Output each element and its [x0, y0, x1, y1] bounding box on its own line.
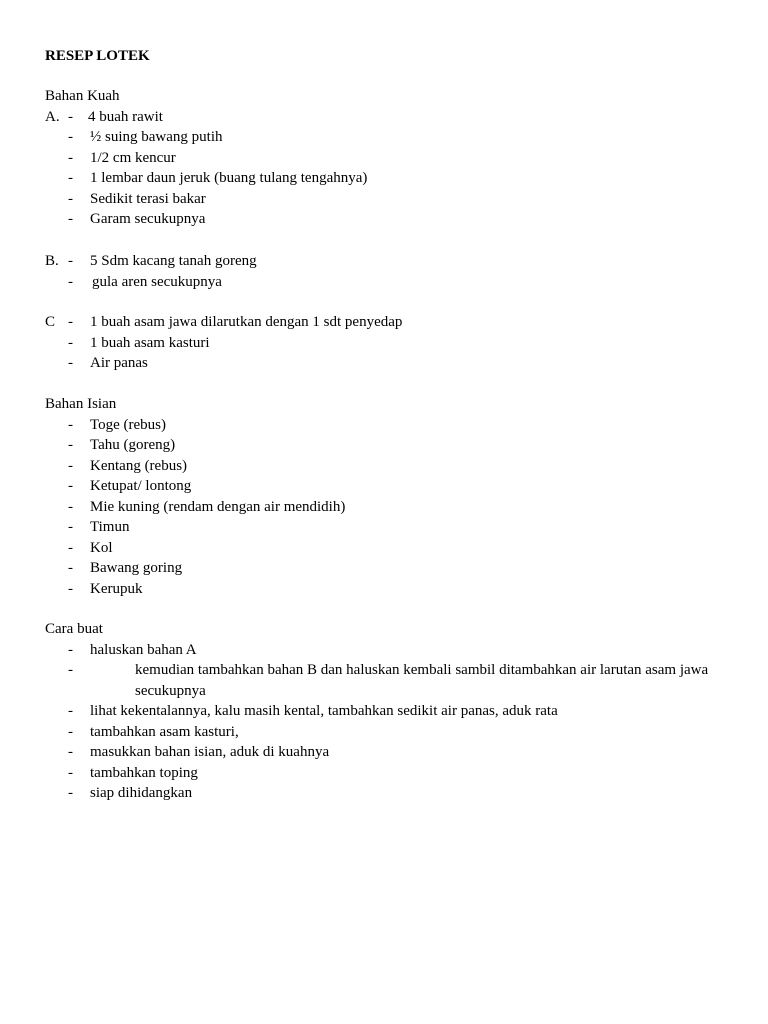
bullet-dash: -	[68, 149, 73, 166]
list-item	[45, 517, 725, 538]
list-item	[45, 476, 725, 497]
group-c-list	[45, 312, 725, 374]
bullet-dash: -	[68, 355, 73, 371]
bullet-dash: -	[68, 334, 73, 351]
bullet-dash: -	[68, 703, 73, 719]
bullet-dash: -	[68, 539, 73, 556]
list-item-text: Kol	[90, 539, 113, 556]
bullet-dash: -	[68, 641, 73, 658]
bullet-dash: -	[68, 416, 73, 433]
list-item	[45, 189, 725, 210]
cara-buat-heading: Cara buat	[45, 621, 103, 637]
list-item-text: gula aren secukupnya	[92, 273, 222, 290]
list-item-text: siap dihidangkan	[90, 785, 193, 801]
list-item	[45, 415, 725, 436]
list-item-text: Bawang goring	[90, 560, 183, 576]
list-item	[45, 127, 725, 148]
list-item-text: tambahkan asam kasturi,	[90, 723, 239, 740]
bullet-dash: -	[68, 785, 73, 801]
bullet-dash: -	[68, 273, 73, 290]
bullet-dash: -	[68, 478, 73, 494]
bullet-dash: -	[68, 129, 73, 145]
list-item-text: Mie kuning (rendam dengan air mendidih)	[90, 498, 346, 515]
list-item-text: haluskan bahan A	[90, 641, 197, 658]
cara-buat-section	[45, 619, 725, 804]
group-b-list	[45, 251, 725, 292]
bullet-dash: -	[68, 314, 73, 330]
list-item	[45, 640, 725, 661]
list-item-text: kemudian tambahkan bahan B dan haluskan kembali sambil ditambahkan air larutan asam jawa secukupnya	[135, 662, 709, 699]
list-item	[45, 312, 725, 333]
bahan-isian-section	[45, 394, 725, 599]
list-item-text: tambahkan toping	[90, 764, 198, 781]
bullet-dash: -	[68, 744, 73, 760]
list-item	[45, 579, 725, 600]
list-item	[45, 497, 725, 518]
list-item-text: Air panas	[90, 355, 148, 371]
list-item	[45, 538, 725, 559]
list-item-text: Toge (rebus)	[90, 416, 167, 433]
list-item	[45, 333, 725, 354]
list-item	[45, 353, 725, 374]
list-item	[45, 660, 725, 701]
group-c-marker: C	[45, 314, 56, 330]
list-item	[45, 701, 725, 722]
list-item-text: Garam secukupnya	[90, 211, 206, 227]
list-item-text: 1 buah asam jawa dilarutkan dengan 1 sdt penyedap	[90, 314, 403, 330]
bullet-dash: -	[68, 190, 73, 207]
bullet-dash: -	[68, 108, 73, 125]
bullet-dash: -	[68, 211, 73, 227]
list-item	[45, 763, 725, 784]
bullet-dash: -	[68, 764, 73, 781]
list-item	[45, 251, 725, 272]
bullet-dash: -	[68, 437, 73, 453]
list-item-text: Kentang (rebus)	[90, 457, 188, 474]
bullet-dash: -	[68, 170, 73, 186]
list-item	[45, 558, 725, 579]
list-item-text: Tahu (goreng)	[90, 437, 176, 453]
bahan-isian-heading: Bahan Isian	[45, 396, 117, 412]
list-item	[45, 435, 725, 456]
recipe-title: RESEP LOTEK	[45, 48, 150, 64]
list-item	[45, 722, 725, 743]
bullet-dash: -	[68, 662, 73, 678]
list-item-text: Ketupat/ lontong	[90, 478, 192, 494]
list-item	[45, 456, 725, 477]
bullet-dash: -	[68, 498, 73, 515]
list-item	[45, 168, 725, 189]
list-item-text: 5 Sdm kacang tanah goreng	[90, 253, 257, 269]
list-item	[45, 742, 725, 763]
list-item-text: Sedikit terasi bakar	[90, 190, 206, 207]
list-item-text: 1 buah asam kasturi	[90, 334, 210, 351]
group-a-marker: A.	[45, 108, 60, 125]
list-item	[45, 209, 725, 230]
list-item	[45, 148, 725, 169]
list-item	[45, 783, 725, 804]
list-item	[45, 107, 725, 128]
list-item	[45, 272, 725, 293]
bullet-dash: -	[68, 519, 73, 535]
group-b-marker: B.	[45, 253, 59, 269]
bullet-dash: -	[68, 457, 73, 474]
list-item-text: 1 lembar daun jeruk (buang tulang tengahnya)	[90, 170, 368, 186]
list-item-text: Kerupuk	[90, 580, 143, 597]
group-a-list	[45, 107, 725, 230]
bahan-kuah-section	[45, 86, 725, 230]
bullet-dash: -	[68, 560, 73, 576]
bullet-dash: -	[68, 723, 73, 740]
list-item-text: lihat kekentalannya, kalu masih kental, tambahkan sedikit air panas, aduk rata	[90, 703, 558, 719]
list-item-text: ½ suing bawang putih	[90, 129, 223, 145]
bullet-dash: -	[68, 253, 73, 269]
list-item-text: 4 buah rawit	[88, 108, 163, 125]
list-item-text: 1/2 cm kencur	[90, 149, 176, 166]
bullet-dash: -	[68, 580, 73, 597]
bahan-kuah-heading: Bahan Kuah	[45, 88, 120, 104]
list-item-text: masukkan bahan isian, aduk di kuahnya	[90, 744, 330, 760]
list-item-text: Timun	[90, 519, 130, 535]
